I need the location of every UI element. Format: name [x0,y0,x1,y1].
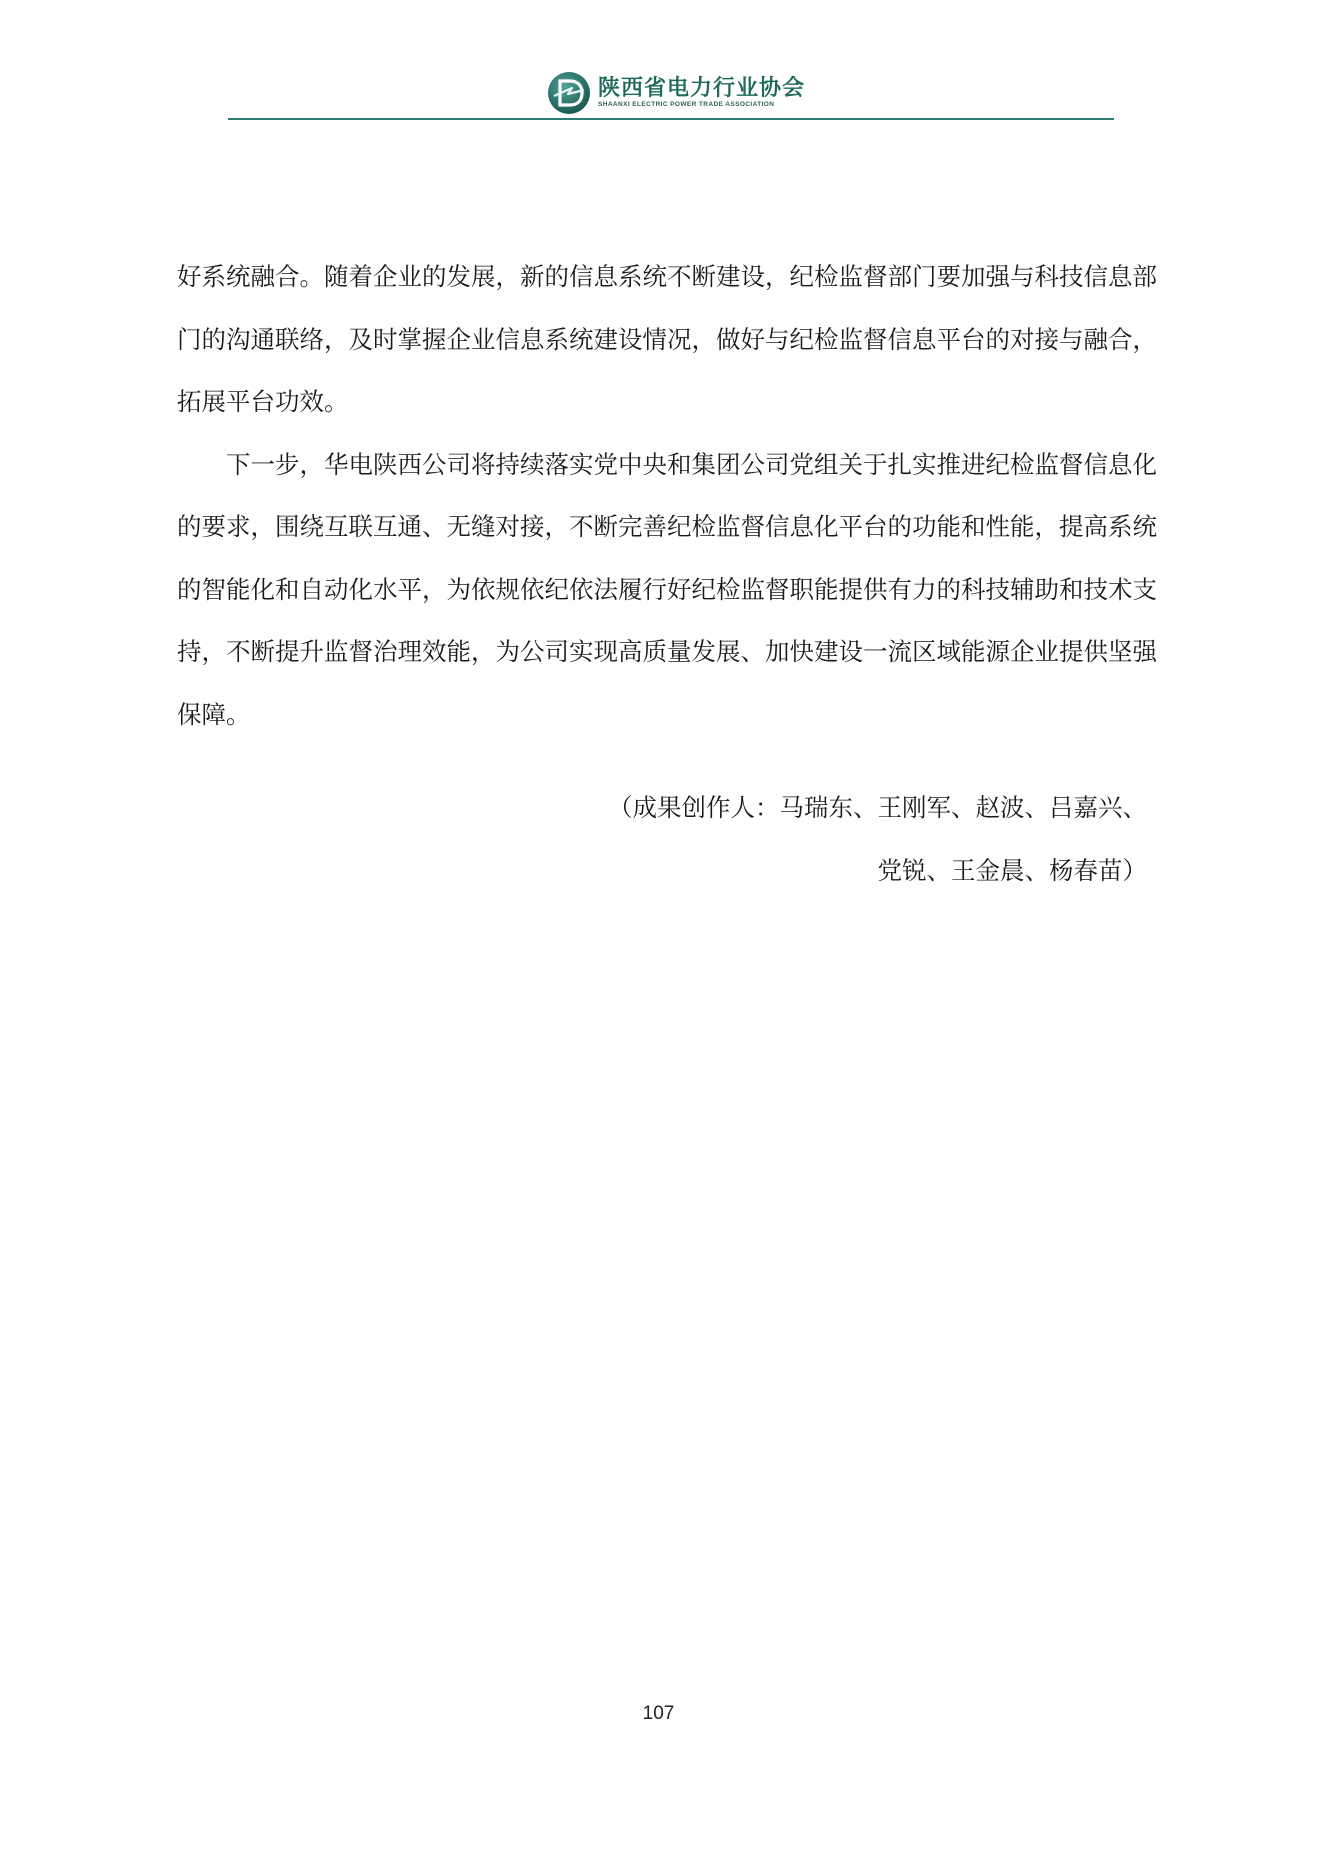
org-name-cn: 陕西省电力行业协会 [598,76,806,101]
body-paragraph: 下一步，华电陕西公司将持续落实党中央和集团公司党组关于扎实推进纪检监督信息化的要求，围绕互联互通、无缝对接，不断完善纪检监督信息化平台的功能和性能，提高系统的智能化和自动化水平，为依规依纪依法履行好纪检监督职能提供有力的科技辅助和技术支持，不断提升监督治理效能，为公司实现高质量发展、加快建设一流区域能源企业提供坚强保障。 [177,449,1157,729]
credits [177,777,1147,902]
document-body [177,246,1157,746]
credit-line: 党锐、王金晨、杨春苗） [877,855,1147,885]
page-header [0,0,1317,125]
org-name-en: SHAANXI ELECTRIC POWER TRADE ASSOCIATION [598,101,775,108]
page-number: 107 [642,1703,675,1724]
association-logo-icon [546,70,592,116]
credit-line: （成果创作人：马瑞东、王刚军、赵波、吕嘉兴、 [608,793,1147,822]
association-logo [546,70,805,116]
body-paragraph: 好系统融合。随着企业的发展，新的信息系统不断建设，纪检监督部门要加强与科技信息部门的沟通联络，及时掌握企业信息系统建设情况，做好与纪检监督信息平台的对接与融合，拓展平台功效。 [177,262,1157,416]
header-divider [228,118,1114,120]
logo-text [598,77,805,109]
